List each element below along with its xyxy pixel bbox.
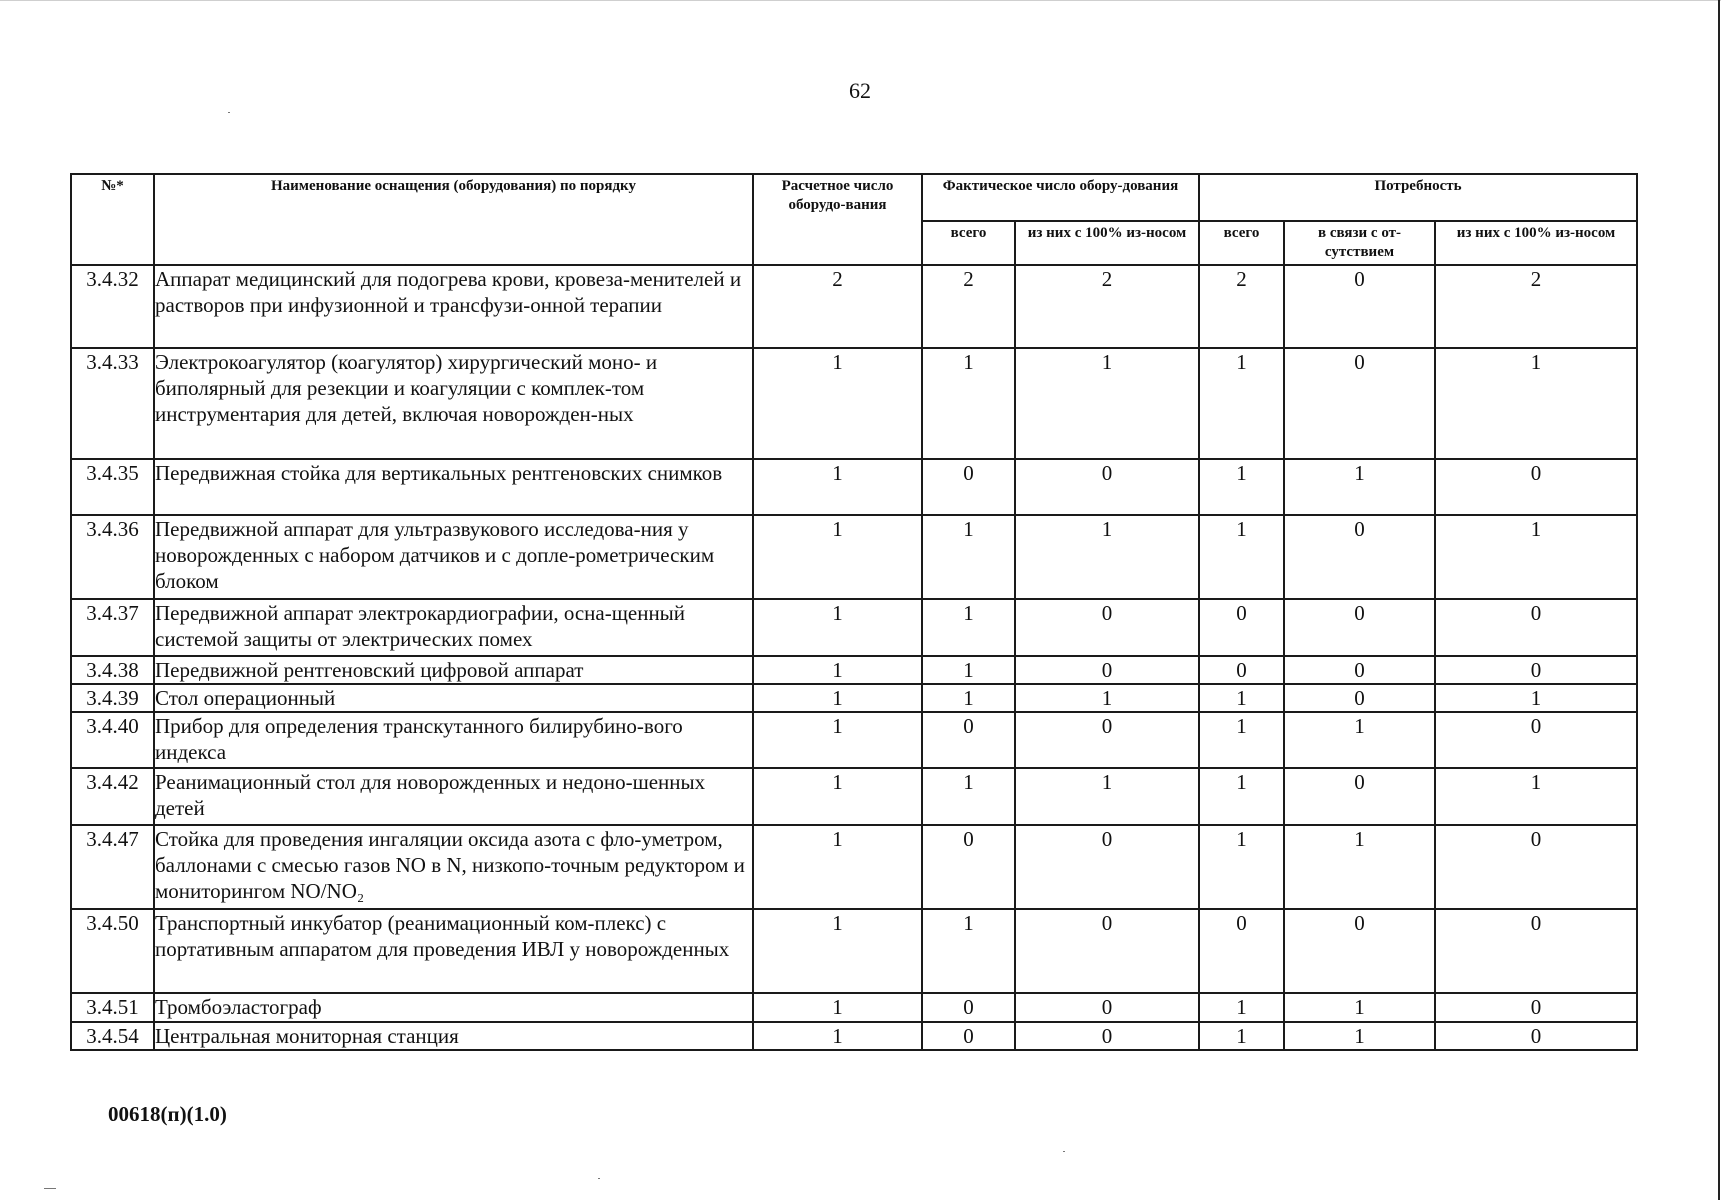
row-need-absence: 0: [1284, 656, 1435, 684]
row-actual-total: 2: [922, 265, 1015, 348]
row-equipment-name: Передвижная стойка для вертикальных рентгеновских снимков: [154, 459, 753, 515]
row-need-total: 1: [1199, 515, 1284, 599]
row-need-absence: 0: [1284, 768, 1435, 825]
row-number: 3.4.47: [71, 825, 154, 909]
row-need-total: 1: [1199, 712, 1284, 768]
row-need-total: 0: [1199, 599, 1284, 656]
row-number: 3.4.40: [71, 712, 154, 768]
table-row: [71, 599, 1637, 656]
header-actual-total: всего: [922, 221, 1015, 265]
row-calculated: 1: [753, 909, 922, 993]
scan-top-edge: [0, 0, 1721, 1]
row-need-absence: 0: [1284, 684, 1435, 712]
row-need-worn: 1: [1435, 348, 1637, 459]
page-number: 62: [849, 78, 871, 103]
row-actual-worn: 0: [1015, 656, 1199, 684]
table-row: [71, 768, 1637, 825]
table-row: [71, 993, 1637, 1022]
row-actual-worn: 0: [1015, 909, 1199, 993]
row-actual-total: 0: [922, 825, 1015, 909]
row-calculated: 1: [753, 656, 922, 684]
row-calculated: 2: [753, 265, 922, 348]
row-need-worn: 0: [1435, 599, 1637, 656]
row-equipment-name: Электрокоагулятор (коагулятор) хирургический моно- и биполярный для резекции и коагуляции с комплек-том инструментария для детей, включая новорожден-ных: [154, 348, 753, 459]
row-need-absence: 1: [1284, 993, 1435, 1022]
row-need-worn: 0: [1435, 459, 1637, 515]
header-need-total: всего: [1199, 221, 1284, 265]
row-actual-total: 0: [922, 1022, 1015, 1050]
header-calculated: Расчетное число оборудо-вания: [753, 174, 922, 265]
equipment-table: [70, 173, 1638, 1051]
row-equipment-name: Передвижной аппарат для ультразвукового исследова-ния у новорожденных с набором датчиков и с допле-рометрическим блоком: [154, 515, 753, 599]
row-calculated: 1: [753, 1022, 922, 1050]
row-need-worn: 1: [1435, 515, 1637, 599]
row-need-total: 1: [1199, 768, 1284, 825]
row-need-absence: 1: [1284, 712, 1435, 768]
row-calculated: 1: [753, 993, 922, 1022]
row-number: 3.4.33: [71, 348, 154, 459]
row-number: 3.4.38: [71, 656, 154, 684]
row-actual-worn: 1: [1015, 348, 1199, 459]
row-calculated: 1: [753, 684, 922, 712]
row-calculated: 1: [753, 599, 922, 656]
header-need: Потребность: [1199, 174, 1637, 221]
row-equipment-name: Тромбоэластограф: [154, 993, 753, 1022]
row-equipment-name: Аппарат медицинский для подогрева крови, кровеза-менителей и растворов при инфузионной и трансфузи-онной терапии: [154, 265, 753, 348]
row-actual-worn: 1: [1015, 768, 1199, 825]
header-row-1: [71, 174, 1637, 221]
row-number: 3.4.51: [71, 993, 154, 1022]
row-need-total: 1: [1199, 684, 1284, 712]
row-need-absence: 0: [1284, 599, 1435, 656]
row-need-worn: 0: [1435, 656, 1637, 684]
header-need-worn: из них с 100% из-носом: [1435, 221, 1637, 265]
table-row: [71, 459, 1637, 515]
row-actual-total: 0: [922, 712, 1015, 768]
document-code: 00618(п)(1.0): [108, 1102, 227, 1126]
row-need-worn: 0: [1435, 712, 1637, 768]
header-actual: Фактическое число обору-дования: [922, 174, 1199, 221]
row-actual-total: 1: [922, 348, 1015, 459]
row-need-absence: 0: [1284, 348, 1435, 459]
scan-speck: [598, 1178, 600, 1179]
row-calculated: 1: [753, 515, 922, 599]
row-equipment-name: Передвижной аппарат электрокардиографии, осна-щенный системой защиты от электрических помех: [154, 599, 753, 656]
header-number: №*: [71, 174, 154, 265]
row-need-total: 1: [1199, 348, 1284, 459]
row-calculated: 1: [753, 712, 922, 768]
row-need-absence: 1: [1284, 459, 1435, 515]
row-actual-worn: 1: [1015, 684, 1199, 712]
row-number: 3.4.54: [71, 1022, 154, 1050]
table-row: [71, 515, 1637, 599]
table-row: [71, 909, 1637, 993]
row-actual-total: 1: [922, 768, 1015, 825]
row-need-worn: 1: [1435, 768, 1637, 825]
row-need-total: 0: [1199, 656, 1284, 684]
table-row: [71, 825, 1637, 909]
row-equipment-name: Транспортный инкубатор (реанимационный ком-плекс) с портативным аппаратом для проведения ИВЛ у новорожденных: [154, 909, 753, 993]
row-actual-total: 1: [922, 909, 1015, 993]
row-actual-worn: 0: [1015, 1022, 1199, 1050]
row-actual-worn: 0: [1015, 712, 1199, 768]
row-need-worn: 2: [1435, 265, 1637, 348]
table-row: [71, 265, 1637, 348]
row-need-total: 1: [1199, 1022, 1284, 1050]
table-row: [71, 684, 1637, 712]
row-equipment-name: Центральная мониторная станция: [154, 1022, 753, 1050]
row-need-total: 1: [1199, 825, 1284, 909]
scan-right-border: [1718, 0, 1720, 1200]
row-need-worn: 0: [1435, 825, 1637, 909]
row-need-worn: 0: [1435, 1022, 1637, 1050]
row-actual-worn: 2: [1015, 265, 1199, 348]
row-number: 3.4.32: [71, 265, 154, 348]
row-number: 3.4.35: [71, 459, 154, 515]
row-need-total: 1: [1199, 993, 1284, 1022]
row-number: 3.4.37: [71, 599, 154, 656]
header-name: Наименование оснащения (оборудования) по порядку: [154, 174, 753, 265]
row-calculated: 1: [753, 768, 922, 825]
row-need-absence: 1: [1284, 825, 1435, 909]
row-actual-total: 0: [922, 993, 1015, 1022]
row-actual-worn: 0: [1015, 993, 1199, 1022]
row-need-worn: 0: [1435, 993, 1637, 1022]
row-number: 3.4.39: [71, 684, 154, 712]
row-calculated: 1: [753, 348, 922, 459]
row-need-absence: 1: [1284, 1022, 1435, 1050]
row-actual-total: 1: [922, 684, 1015, 712]
row-need-absence: 0: [1284, 265, 1435, 348]
row-equipment-name: Передвижной рентгеновский цифровой аппарат: [154, 656, 753, 684]
row-actual-total: 0: [922, 459, 1015, 515]
header-need-absence: в связи с от-сутствием: [1284, 221, 1435, 265]
row-actual-total: 1: [922, 515, 1015, 599]
row-actual-worn: 0: [1015, 825, 1199, 909]
scan-speck: [1063, 1151, 1065, 1152]
row-calculated: 1: [753, 459, 922, 515]
table-row: [71, 1022, 1637, 1050]
row-number: 3.4.42: [71, 768, 154, 825]
table-row: [71, 712, 1637, 768]
row-actual-worn: 1: [1015, 515, 1199, 599]
row-need-absence: 0: [1284, 515, 1435, 599]
row-equipment-name: Прибор для определения транскутанного билирубино-вого индекса: [154, 712, 753, 768]
row-equipment-name: Стойка для проведения ингаляции оксида азота с фло-уметром, баллонами с смесью газов NO в N, низкопо-точным редуктором и мониторингом NO/NO₂: [154, 825, 753, 909]
row-actual-worn: 0: [1015, 599, 1199, 656]
row-calculated: 1: [753, 825, 922, 909]
header-actual-worn: из них с 100% из-носом: [1015, 221, 1199, 265]
scan-speck: [228, 112, 230, 113]
row-actual-total: 1: [922, 599, 1015, 656]
row-actual-worn: 0: [1015, 459, 1199, 515]
table-row: [71, 348, 1637, 459]
row-equipment-name: Стол операционный: [154, 684, 753, 712]
row-number: 3.4.36: [71, 515, 154, 599]
row-need-absence: 0: [1284, 909, 1435, 993]
row-need-total: 2: [1199, 265, 1284, 348]
row-number: 3.4.50: [71, 909, 154, 993]
row-equipment-name: Реанимационный стол для новорожденных и недоно-шенных детей: [154, 768, 753, 825]
row-actual-total: 1: [922, 656, 1015, 684]
scan-speck: [44, 1188, 56, 1189]
row-need-total: 1: [1199, 459, 1284, 515]
row-need-worn: 1: [1435, 684, 1637, 712]
table-row: [71, 656, 1637, 684]
row-need-total: 0: [1199, 909, 1284, 993]
row-need-worn: 0: [1435, 909, 1637, 993]
